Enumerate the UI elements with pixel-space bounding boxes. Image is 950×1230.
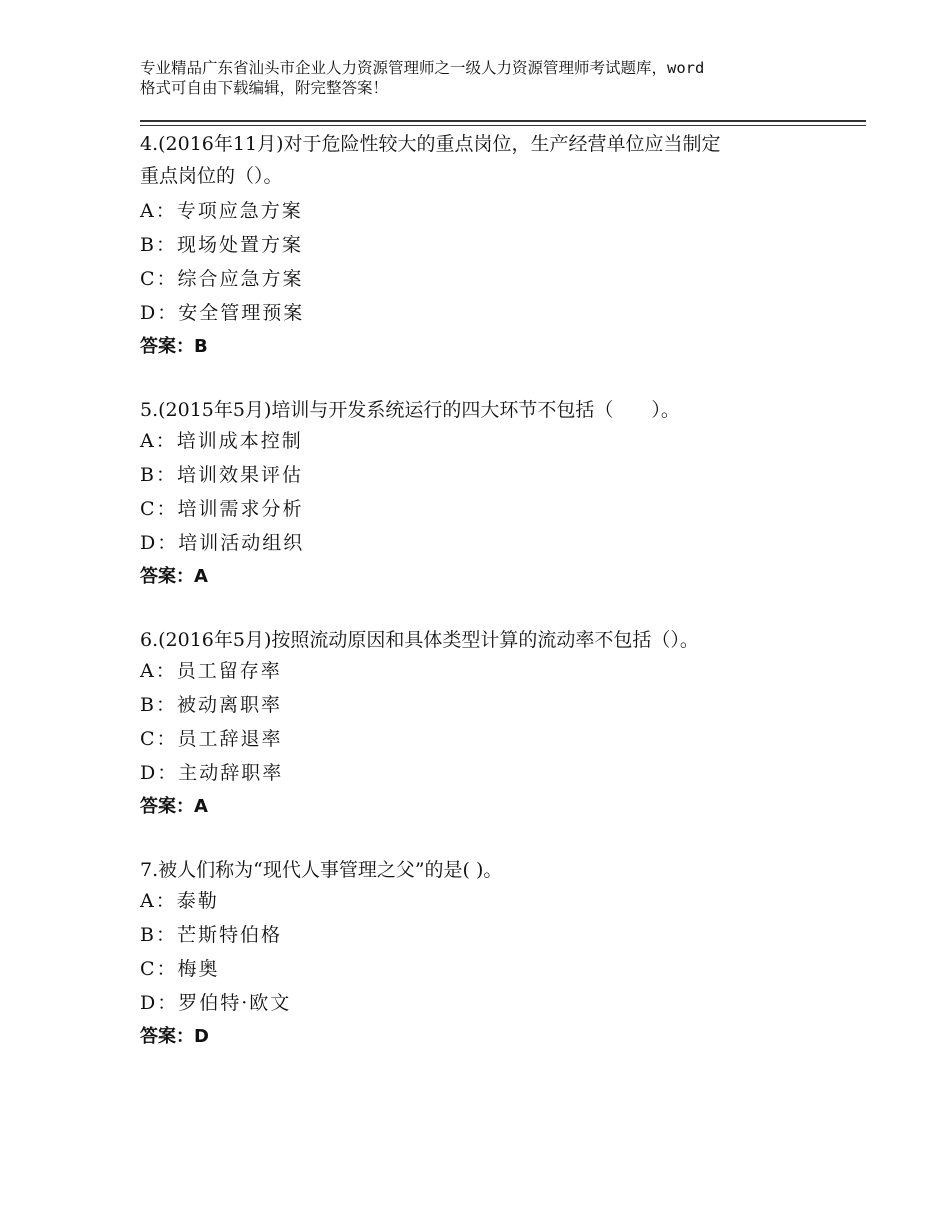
option-d: D：培训活动组织 — [140, 532, 305, 554]
option-b: B：现场处置方案 — [140, 234, 303, 256]
option-b: B：被动离职率 — [140, 694, 282, 716]
question-4 — [140, 128, 840, 364]
header-divider-thin — [140, 125, 866, 126]
option-b: B：芒斯特伯格 — [140, 924, 282, 946]
question-6 — [140, 626, 840, 824]
option-a: A：专项应急方案 — [140, 200, 303, 222]
question-7 — [140, 856, 840, 1054]
option-d: D：安全管理预案 — [140, 302, 305, 324]
option-a: A：培训成本控制 — [140, 430, 303, 452]
document-header — [140, 58, 840, 98]
question-stem: 7.被人们称为“现代人事管理之父”的是( )。 — [140, 859, 503, 881]
header-line-2: 格式可自由下载编辑，附完整答案！ — [140, 79, 389, 97]
option-d: D：主动辞职率 — [140, 762, 284, 784]
option-d: D：罗伯特·欧文 — [140, 992, 292, 1014]
answer-label: 答案：A — [140, 566, 208, 587]
question-5 — [140, 396, 840, 594]
question-stem: 5.(2015年5月)培训与开发系统运行的四大环节不包括（ ）。 — [140, 399, 680, 421]
answer-label: 答案：D — [140, 1026, 209, 1047]
question-stem-continued: 重点岗位的（）。 — [140, 165, 283, 187]
option-a: A：泰勒 — [140, 890, 219, 912]
option-c: C：梅奥 — [140, 958, 220, 980]
header-line-1: 专业精品广东省汕头市企业人力资源管理师之一级人力资源管理师考试题库，word — [140, 59, 705, 77]
question-stem: 4.(2016年11月)对于危险性较大的重点岗位，生产经营单位应当制定 — [140, 133, 721, 155]
option-b: B：培训效果评估 — [140, 464, 303, 486]
question-list — [140, 128, 840, 1086]
option-a: A：员工留存率 — [140, 660, 282, 682]
header-divider-thick — [140, 120, 866, 122]
option-c: C：培训需求分析 — [140, 498, 304, 520]
answer-label: 答案：A — [140, 796, 208, 817]
answer-label: 答案：B — [140, 336, 208, 357]
question-stem: 6.(2016年5月)按照流动原因和具体类型计算的流动率不包括（）。 — [140, 629, 699, 651]
option-c: C：员工辞退率 — [140, 728, 283, 750]
option-c: C：综合应急方案 — [140, 268, 304, 290]
